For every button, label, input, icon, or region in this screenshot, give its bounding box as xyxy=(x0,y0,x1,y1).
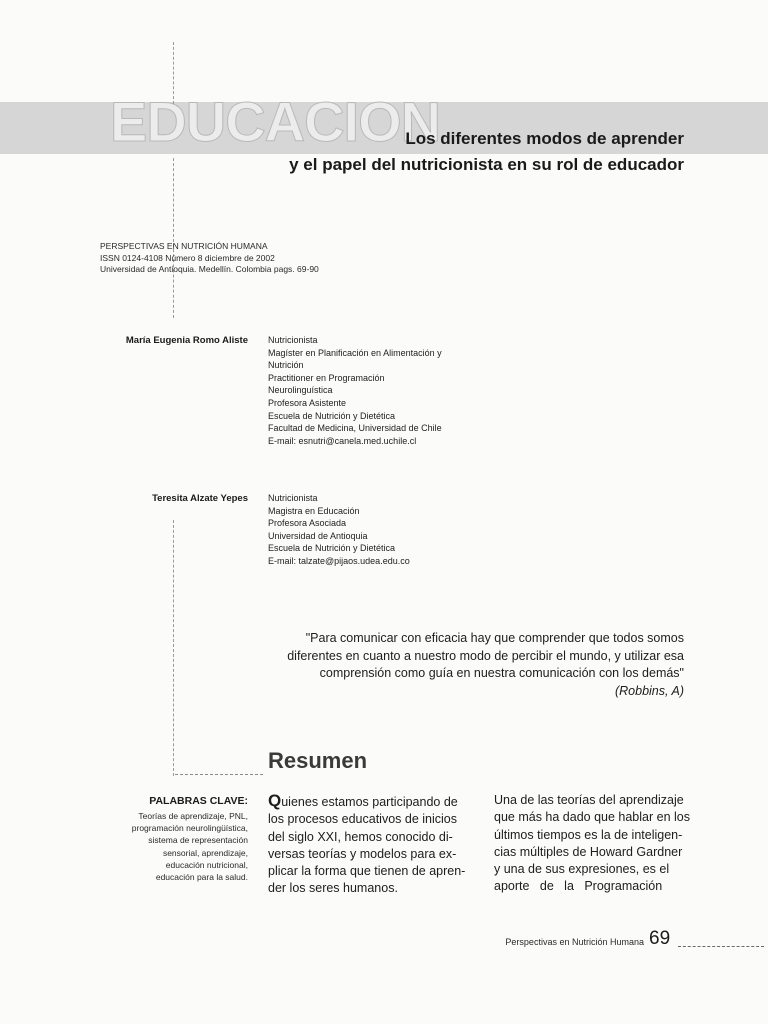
keyword-line: educación para la salud. xyxy=(155,872,248,883)
article-title xyxy=(289,126,684,178)
journal-publisher: Universidad de Antioquia. Medellín. Colombia pags. 69-90 xyxy=(100,264,319,274)
journal-name: PERSPECTIVAS EN NUTRICIÓN HUMANA xyxy=(100,241,268,251)
abstract-line: los procesos educativos de inicios xyxy=(268,812,457,827)
title-line-2: y el papel del nutricionista en su rol de educador xyxy=(289,155,684,174)
abstract-column-2 xyxy=(494,792,688,896)
abstract-heading: Resumen xyxy=(268,748,368,773)
affiliation-line: Escuela de Nutrición y Dietética xyxy=(268,543,396,554)
abstract-first-line xyxy=(268,792,462,811)
title-line-1: Los diferentes modos de aprender xyxy=(405,129,684,148)
affiliation-line: Magíster en Planificación en Alimentación y xyxy=(268,347,442,358)
abstract-line: últimos tiempos es la de inteligen- xyxy=(494,827,683,842)
affiliation-line: Facultad de Medicina, Universidad de Chile xyxy=(268,423,442,434)
abstract-line: Una de las teorías del aprendizaje xyxy=(494,793,684,807)
affiliation-line: Magistra en Educación xyxy=(268,505,360,516)
abstract-line: der los seres humanos. xyxy=(268,881,398,896)
section-label: EDUCACION xyxy=(110,90,441,153)
affiliation-line: Profesora Asociada xyxy=(268,518,347,529)
abstract-line: versas teorías y modelos para ex- xyxy=(268,846,457,861)
footer-rule xyxy=(678,946,764,947)
heading-rule xyxy=(175,774,263,775)
keyword-line: sensorial, aprendizaje, xyxy=(162,847,248,858)
author-affiliation-2 xyxy=(268,492,468,568)
journal-issn: ISSN 0124-4108 Número 8 diciembre de 2002 xyxy=(100,252,275,263)
affiliation-line: Universidad de Antioquia xyxy=(268,530,368,541)
quote-line: comprensión como guía en nuestra comunicación con los demás" xyxy=(319,666,684,680)
epigraph-quote xyxy=(287,630,684,700)
author-name-1: María Eugenia Romo Aliste xyxy=(125,335,248,346)
footer-journal-name: Perspectivas en Nutrición Humana xyxy=(505,937,644,947)
affiliation-line: Neurolinguística xyxy=(268,385,333,396)
quote-line: "Para comunicar con eficacia hay que comprender que todos somos xyxy=(305,631,684,645)
quote-line: diferentes en cuanto a nuestro modo de percibir el mundo, y utilizar esa xyxy=(287,648,684,663)
affiliation-line: Nutrición xyxy=(268,360,304,371)
author-affiliation-1 xyxy=(268,334,468,447)
affiliation-line: Nutricionista xyxy=(268,335,318,345)
keyword-line: sistema de representación xyxy=(148,835,248,846)
margin-guide-lower xyxy=(173,520,174,776)
abstract-column-1 xyxy=(268,791,466,898)
keyword-line: programación neurolingüística, xyxy=(131,823,248,834)
abstract-line: del siglo XXI, hemos conocido di- xyxy=(268,829,453,844)
abstract-first-line-rest: uienes estamos participando de xyxy=(281,795,458,809)
abstract-line: cias múltiples de Howard Gardner xyxy=(494,844,683,859)
author-name-2: Teresita Alzate Yepes xyxy=(152,493,248,504)
affiliation-email[interactable]: E-mail: talzate@pijaos.udea.edu.co xyxy=(268,555,410,566)
dropcap-letter: Q xyxy=(268,791,282,810)
page-number: 69 xyxy=(649,928,671,949)
affiliation-line: Escuela de Nutrición y Dietética xyxy=(268,410,396,421)
keyword-line: Teorías de aprendizaje, PNL, xyxy=(138,811,248,821)
quote-citation: (Robbins, A) xyxy=(614,683,684,698)
keywords-list xyxy=(132,810,248,883)
journal-info xyxy=(100,241,319,276)
keywords-title: PALABRAS CLAVE: xyxy=(149,795,248,807)
margin-guide-top xyxy=(173,42,174,104)
abstract-line: que más ha dado que hablar en los xyxy=(494,810,690,825)
keyword-line: educación nutricional, xyxy=(165,859,248,870)
abstract-line: plicar la forma que tienen de apren- xyxy=(268,864,466,879)
affiliation-line: Profesora Asistente xyxy=(268,397,347,408)
abstract-line: aporte de la Programación xyxy=(494,879,663,894)
abstract-line: y una de sus expresiones, es el xyxy=(494,862,670,877)
margin-guide-mid xyxy=(173,158,174,318)
affiliation-email[interactable]: E-mail: esnutri@canela.med.uchile.cl xyxy=(268,435,417,446)
affiliation-line: Nutricionista xyxy=(268,493,318,503)
affiliation-line: Practitioner en Programación xyxy=(268,372,385,383)
